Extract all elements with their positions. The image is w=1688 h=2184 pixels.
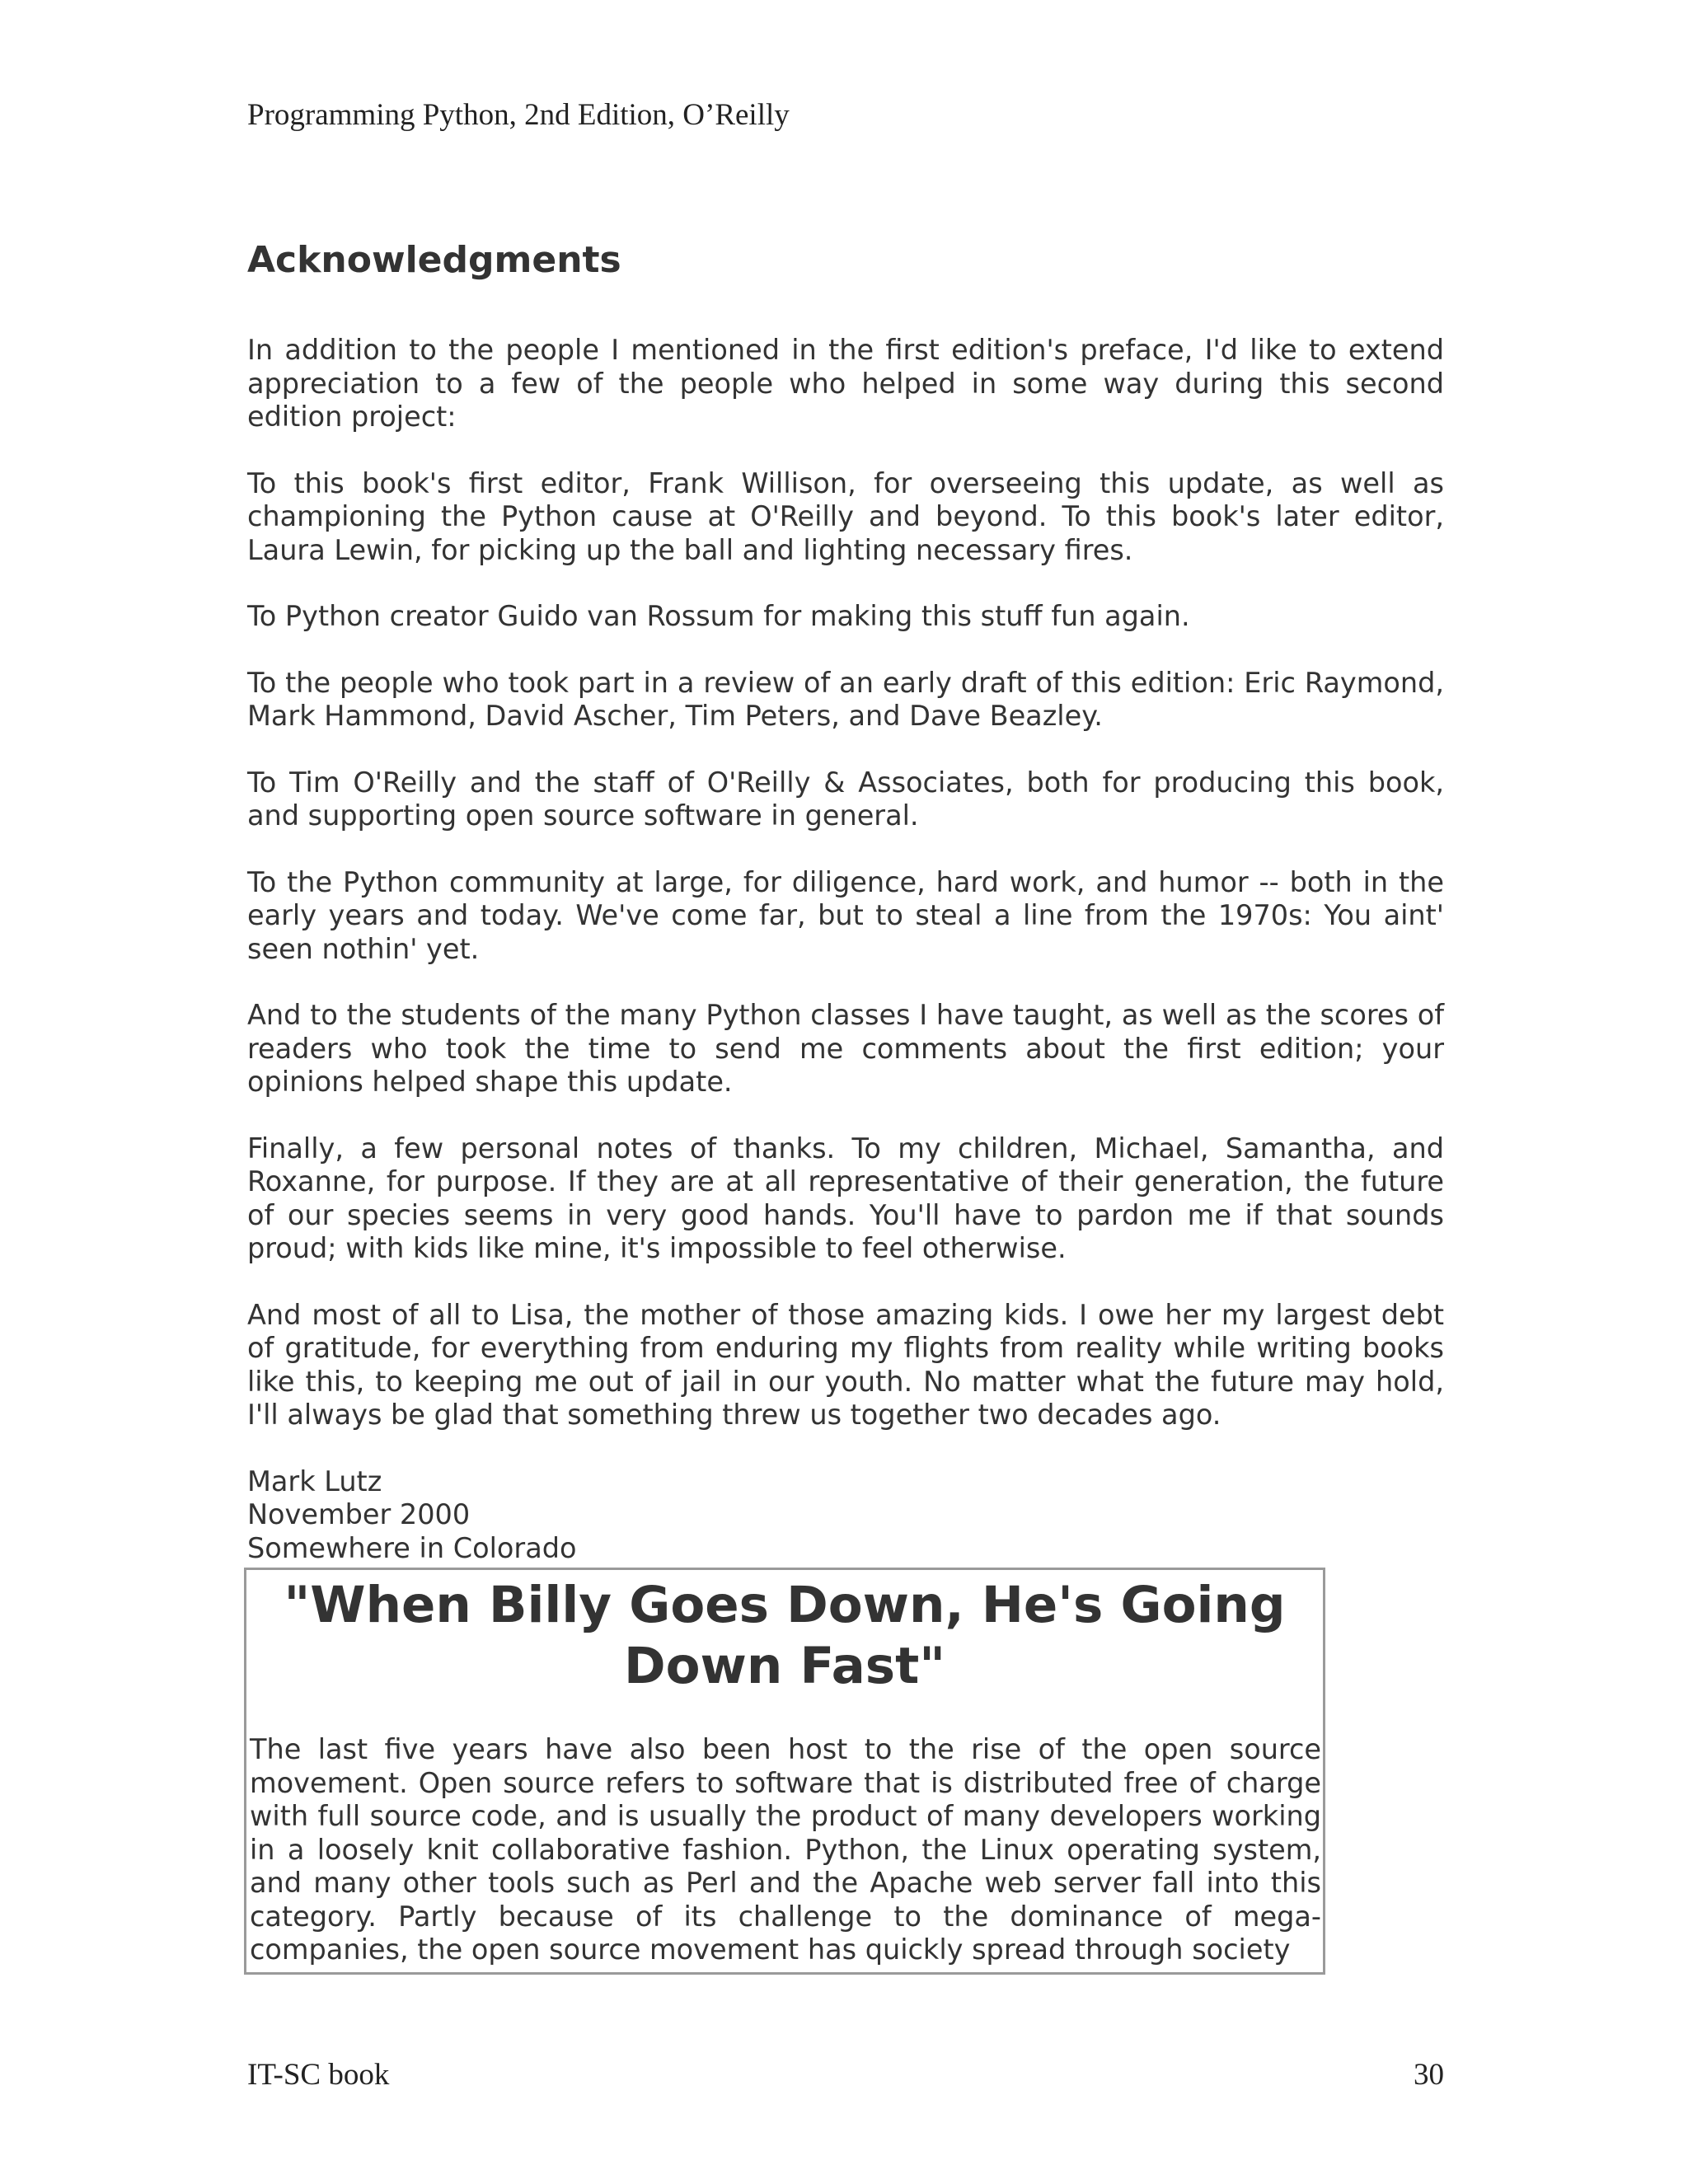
paragraph: Finally, a few personal notes of thanks. To my children, Michael, Samantha, and Roxanne, for purpose. If they are at all representative of their generation, the future of our species seems in very good hands. You'll have to pardon me if that sounds proud; with kids like mine, it's impossible to feel otherwise.	[247, 1132, 1444, 1264]
signature-place: Somewhere in Colorado	[247, 1531, 577, 1564]
paragraph: To the Python community at large, for diligence, hard work, and humor -- both in the early years and today. We've come far, but to steal a line from the 1970s: You aint' seen nothin' yet.	[247, 865, 1444, 965]
running-head: Programming Python, 2nd Edition, O’Reilly	[247, 98, 790, 132]
paragraph: To Tim O'Reilly and the staff of O'Reilly & Associates, both for producing this book, and supporting open source software in general.	[247, 766, 1444, 832]
signature	[247, 1465, 1444, 1566]
paragraph: To the people who took part in a review of an early draft of this edition: Eric Raymond, Mark Hammond, David Ascher, Tim Peters, and Dave Beazley.	[247, 666, 1444, 732]
paragraph: In addition to the people I mentioned in the first edition's preface, I'd like to extend appreciation to a few of the people who helped in some way during this second edition project:	[247, 334, 1444, 433]
paragraph: To Python creator Guido van Rossum for making this stuff fun again.	[247, 600, 1190, 632]
paragraph: And to the students of the many Python classes I have taught, as well as the scores of readers who took the time to send me comments about the first edition; your opinions helped shape this update.	[247, 999, 1444, 1098]
sidebar-body: The last five years have also been host to the rise of the open source movement. Open source refers to software that is distributed free of charge with full source code, and is usually the product of many developers working in a loosely knit collaborative fashion. Python, the Linux operating system, and many other tools such as Perl and the Apache web server fall into this category. Partly because of its challenge to the dominance of mega-companies, the open source movement has quickly spread through society	[250, 1733, 1321, 1966]
section-title: Acknowledgments	[247, 239, 621, 281]
paragraph: To this book's first editor, Frank Willison, for overseeing this update, as well as championing the Python cause at O'Reilly and beyond. To this book's later editor, Laura Lewin, for picking up the ball and lighting necessary fires.	[247, 466, 1444, 566]
page-number: 30	[1414, 2058, 1444, 2092]
sidebar-title: "When Billy Goes Down, He's Going Down Fast"	[284, 1576, 1286, 1695]
footer-book-label: IT-SC book	[247, 2058, 390, 2092]
sidebar-box	[244, 1568, 1325, 1975]
signature-date: November 2000	[247, 1498, 471, 1530]
signature-name: Mark Lutz	[247, 1465, 382, 1497]
paragraph: And most of all to Lisa, the mother of those amazing kids. I owe her my largest debt of gratitude, for everything from enduring my flights from reality while writing books like this, to keeping me out of jail in our youth. No matter what the future may hold, I'll always be glad that something threw us together two decades ago.	[247, 1298, 1444, 1431]
acknowledgments-section	[247, 235, 1444, 1565]
